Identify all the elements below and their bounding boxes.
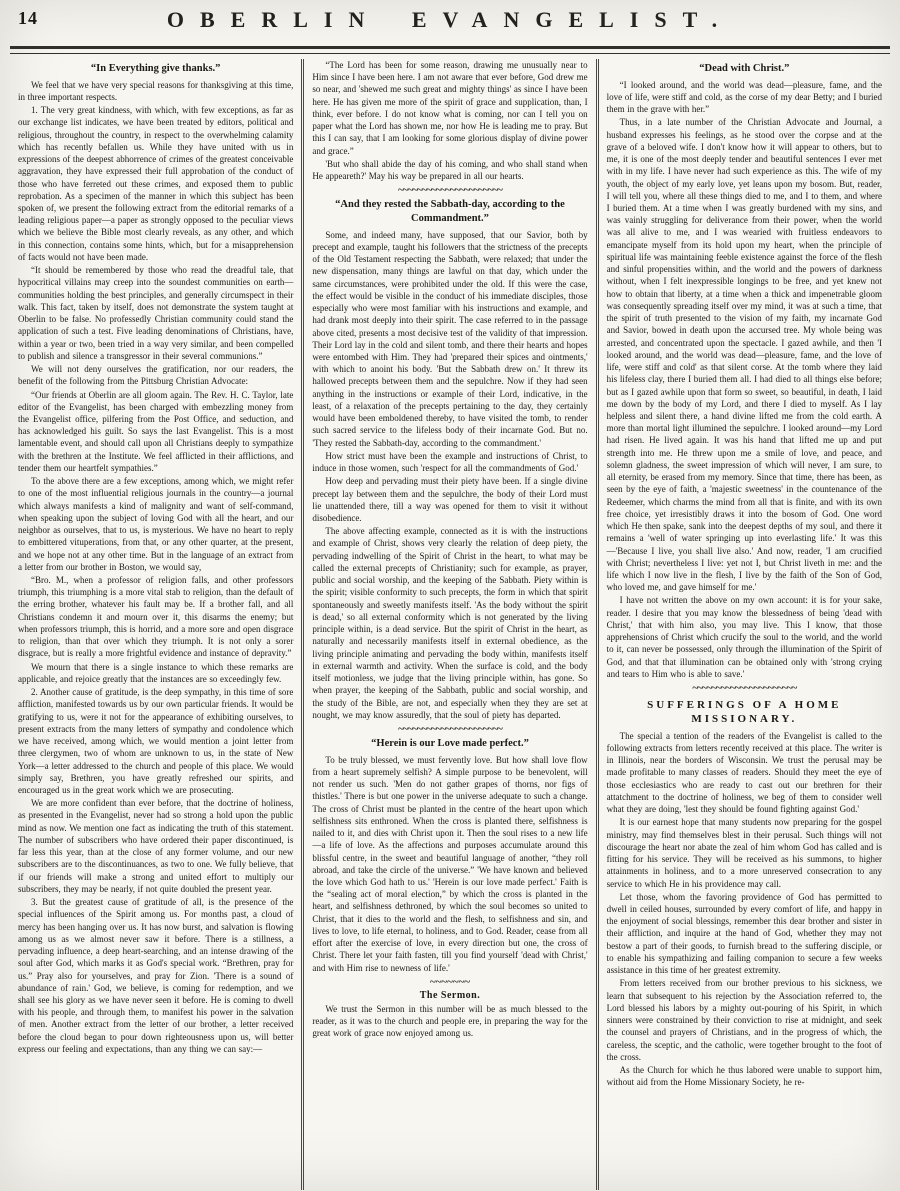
squiggle-divider: ~~~~~~~~~~~~~~~~~~~~~~ (398, 725, 502, 734)
page-number: 14 (18, 8, 38, 28)
masthead-title: OBERLIN EVANGELIST. (166, 7, 734, 32)
paragraph: “It should be remembered by those who read the dreadful tale, that hypocritical villains may creep into the soundest communities on earth—communities holding the best principles, and generally circumspect in their walk. This fact, taken by itself, does not demonstrate the system taught at Oberlin to be false. No professedly Christian community could stand the application of such a test. Five leading denominations of Christians, have, within a year or two, been tried in a way very similar, and been compelled to publish and silence a transgressor in their several communions.” (18, 265, 294, 361)
squiggle-divider: ~~~~~~~~~~~~~~~~~~~~~~ (692, 684, 797, 694)
paragraph: 3. But the greatest cause of gratitude of all, is the presence of the special influences of the Spirit among us. For months past, a cloud of mercy has been hanging over us. It has now burst, and salvation is flowing among us as we almost never saw it before. There is a stillness, a pervading influence, a deep heart-searching, and an intense drawing of the soul after God, which marks it as God's special work. “Brethren, pray for us.” Pray also for yourselves, and pray for Zion. 'There is a sound of abundance of rain.' God, we believe, is coming for redemption, and we shall see his glory as we have never seen it before. He is coming to dwell with his people, and through them, to manifest his power in the salvation of men. Another extract from the letter of our brother, a letter received before the cloud began to pour down righteousness upon us, will better express our feeling and expectations, than any thing we can say:— (18, 897, 294, 1054)
paragraph: 2. Another cause of gratitude, is the deep sympathy, in this time of sore affliction, manifested towards us by our own particular friends. It would be gratifying to us, were it not for the appearance of exhibiting ourselves, to present extracts from the many letters of sympathy and condolence which we have received, among which, we would mention a joint letter from three clergymen, two of whom are unknown to us, in the state of New York—a letter addressed to the church and people of this place. We would simply say, Brethren, you have greatly refreshed our spirits, and encouraged us in the great work which we are prosecuting. (18, 687, 294, 795)
heading-the-sermon: The Sermon. (419, 989, 481, 1001)
paragraph: From letters received from our brother previous to his sickness, we learn that subsequent to his rejection by the Association referred to, the Lord blessed his labors by a mighty out-pouring of his Spirit, in which sinners were constrained by their conviction to rise at midnight, and seek the counsel and prayers of Christians, and in the progress of which, the careless, the sceptic, and the catholic, were together brought to the foot of the cross. (606, 978, 882, 1062)
paragraph: “Bro. M., when a professor of religion falls, and other professors triumph, this triumphing is a more vital stab to religion, than the default of the erring brother, whatever his fault may be. If a brother fall, and all Christians condemn it and mourn over it, this disarms the enemy; but when professors triumph, this is horrid, and a more sore and open disgrace to religion, than that over which they triumph. It is not only a sorer disgrace, but is really a more frightful evidence and instance of depravity.” (18, 575, 294, 659)
paragraph: How deep and pervading must their piety have been. If a single divine precept lay between them and the sepulchre, the body of their Lord must lie unattended there, till a way was opened for them to visit it without disobedience. (312, 476, 588, 524)
paragraph: We are more confident than ever before, that the doctrine of holiness, as presented in the Evangelist, never had so strong a hold upon the public mind as now. We mention one fact as indicating the truth of this statement. The number of subscribers who have ordered their paper discontinued, is far less this year, than at the close of any former volume, and our new subscribers are to the discontinuances, as two to one. We fully believe, that if our friends will make a strong and united effort to multiply our subscribers, they may be nearly, if not quite doubled the present year. (18, 798, 294, 894)
paragraph: “Our friends at Oberlin are all gloom again. The Rev. H. C. Taylor, late editor of the Evangelist, has been charged with embezzling money from the Evangelist office, pilfering from the Post Office, and seduction, and has acknowledged his guilt. So says the last Evangelist. This is a most lamentable event, and should call upon all Christians deeply to sympathize with the brethren at the Institute. We feel afflicted in their afflictions, and tender them our heartfelt sympathies.” (18, 389, 294, 473)
heading-sufferings-home-missionary: SUFFERINGS OF A HOME MISSIONARY. (647, 699, 842, 726)
heading-dead-with-christ: “Dead with Christ.” (699, 63, 790, 74)
paragraph: Some, and indeed many, have supposed, that our Savior, both by precept and example, taught his followers that the strictness of the precepts of the Old Testament respecting the Sabbath, were relaxed; that under the new dispensation, many things are lawful on that day, which under the same circumstances, were prohibited under the old. If this were the case, the effect would be visible in the conduct of his immediate disciples, those especially who were most familiar with his instructions and example, and had drank most deeply into their spirit. The case referred to in the passage above cited, presents a most decisive test of the validity of that impression. Their Lord lay in the cold and silent tomb, and there their hearts and hopes were entombed with Him. They had 'prepared their spices and ointments,' with which to anoint his body. 'But the Sabbath drew on.' It threw its hallowed precepts between them and the sepulchre. Now if they had seen anything in the instructions or example of their Lord, indicative, in the least, of a relaxation of the precepts pertaining to the day, they certainly would have been emboldened thereby, to have visited the tomb, to render such sacred service to the lifeless body of their incarnate God. But no. 'They rested the Sabbath-day, according to the commandment.' (312, 229, 588, 448)
paragraph: As the Church for which he thus labored were unable to support him, without aid from the Home Missionary Society, he re- (606, 1065, 882, 1088)
paragraph: We trust the Sermon in this number will be as much blessed to the reader, as it was to the church and people ere, in preparing the way for the great work of grace now enjoyed among us. (312, 1003, 588, 1039)
page-header (0, 0, 900, 43)
heading-herein-is-our-love: “Herein is our Love made perfect.” (371, 738, 529, 749)
column-2 (301, 59, 595, 1190)
paragraph: We will not deny ourselves the gratification, nor our readers, the benefit of the following from the Pittsburg Christian Advocate: (18, 364, 294, 387)
column-1 (10, 59, 301, 1190)
paragraph: We feel that we have very special reasons for thanksgiving at this time, in three important respects. (18, 79, 294, 102)
columns-container (0, 54, 900, 1190)
paragraph: It is our earnest hope that many students now preparing for the gospel ministry, may find themselves blest in their perusal. Such things will not discourage the heart nor abate the zeal of him whom God has called and is fitting for his service. They will be received as his summons, to higher attainments in holiness, and to a more unreserved consecration to any service to which He in his providence may call. (606, 817, 882, 889)
paragraph: Thus, in a late number of the Christian Advocate and Journal, a husband expresses his feelings, as he stood over the corpse and at the grave of a beloved wife. I don't know how it will appear to others, but to me, it is one of the most deeply tender and beautiful sentences I ever met with in my life. I have never had such experience as this. The wife of my youth, the object of my early love, yet leans upon my bosom. But, reader, I will tell you, where all these things died to me, and I to them, and where I buried them. At a time when I was greatly burdened with my sins, and was vainly struggling for deliverance from their power, when the world was all alive to me, and I was wearied with fruitless endeavors to emancipate myself from its hold upon my heart, when the principle of spiritual life was maintaining feeble existence against the force of the flesh and sinful propensities within, and the world and the powers of darkness without, when I felt inexpressible longings to be free, and yet knew not how to obtain that liberty, at a time when a thick and impenetrable gloom was consequently spreading itself over my mind, it was at such a time, that the spirit of truth presented to the vision of my faith, my incarnate God and Savior, bowed in death upon the accursed tree. My whole being was arrested, and concentrated upon the spectacle. I gazed awhile, and then 'I looked around, and the world was dead—pleasure, fame, and the love of life, were stiff and cold' as that silent corse. At the tomb where they laid his lifeless clay, there I buried them all. I had died to all things else before; but as I gazed awhile upon that form so sweet, so beautiful, in death, I laid me down by the body of my Lord, and there I died to myself. As I lay helpless and silent there, a hand divine lifted me from the cold earth. A more than mortal light illumined the sepulchre. I looked around—my Lord had risen. He lived again. It was his hand that lifted me up and put strength into me. He threw upon me a smile of love, and peace, and solemn gladness, the sweet impression of which will never, I am sure, to all eternity, be erased from my memory. Since that time, there has been, as seen by the eye of faith, a 'majestic sweetness' in the countenance of the Redeemer, which charms the mind from all that is finite, and with its own free choice, yet irresistibly draws it into the bosom of God. One word which He then spake, sank into the deepest depths of my soul, and there it remains a 'well of water springing up into everlasting life.' It was this—'Because I live, you shall live also.' And now, reader, 'I am crucified with Christ; nevertheless I live: yet not I, but Christ liveth in me: and the life which I now live in the flesh, I live by the faith of the Son of God, who loved me, and gave himself for me.' (606, 117, 882, 593)
paragraph: 1. The very great kindness, with which, with few exceptions, as far as our exchange list indicates, we have been treated by editors, political and religious, throughout the country, in respect to the overwhelming calamity which has recently befallen us. While they have united with us in expressions of the deepest abhorrence of crimes of the greatest conceivable aggravation, they have expressed their full approbation of the conduct of those who have ferreted out these crimes, and exposed them to public reprobation. As a specimen of the manner in which this subject has been spoken of, we present the following extract from the editorial remarks of a leading religious paper—a paper as strongly opposed to the peculiar views which we believe the Bible most clearly reveals, as any other, and which in this connection, contains some hints, which, but for a misapprehension of facts would not have been made. (18, 105, 294, 262)
squiggle-divider: ~~~~~~~ (429, 977, 471, 987)
paragraph: To the above there are a few exceptions, among which, we might refer to one of the most influential religious journals in the country—a journal which always manifests a kind of malignity and want of self-command, when speaking upon the subject of loving God with all the heart, and our neighbor as ourselves, that to us, is mysterious. We have no heart to reply to embittered vituperations, from that, or any other quarter, at the present, and we hope not at any other time. But in the language of an extract from a letter from our brother in Boston, we would say, (18, 476, 294, 572)
paragraph: Let those, whom the favoring providence of God has permitted to dwell in ceiled houses, surrounded by every comfort of life, and happy in the enjoyment of social blessings, remember this dear brother and sister in their affliction, and inquire at the hand of God, whether they may not bestow a part of their goods, to furnish bread to the suffering disciple, or to enable his sympathizing and failing companion to secure a few weeks assistance in this time of her greatest extremity. (606, 891, 882, 976)
paragraph: The special a tention of the readers of the Evangelist is called to the following extracts from letters recently received at this place. The writer is in Illinois, near the borders of Wisconsin. We trust the perusal may be made profitable to many classes of readers. Should they meet the eye of those ecclesiastics who are ready to cast out our brethren for their attatchment to the doctrine of holiness, we beg of them to consider well what they are doing, 'lest they should be found fighting against God.' (606, 730, 882, 815)
paragraph: “The Lord has been for some reason, drawing me unusually near to Him since I have been here. I am not aware that ever before, God drew me so near, and 'shewed me such great and mighty things' as since I have been here. He has given me more of the spirit of grace and supplication, than, I think, ever before. I do not know what is coming, nor can I tell you on paper what the Lord has shown me, nor how He is leading me to pray. But this I can say, that I am looking for some glorious display of divine power and grace.” (312, 60, 588, 156)
paragraph: We mourn that there is a single instance to which these remarks are applicable, and rejoice greatly that the instances are so exceedingly few. (18, 661, 294, 684)
paragraph: To be truly blessed, we must fervently love. But how shall love flow from a heart supremely selfish? A simple purpose to be benevolent, will not render us such. 'Men do not gather grapes of thorns, nor figs of thistles.' There is but one power in the universe adequate to such a change. The cross of Christ must be planted in the centre of the heart upon which selfishness sits enthroned. When the cross is planted there, selfishness is nailed to it, and dies with Christ upon it. Then the soul rises to a new life—a life of love. As the affections and purposes accumulate around this blissful centre, in the sweet and beautiful language of another, “they roll abroad, and take the circle of the universe.” 'We have known and believed the love which God hath to us.' 'Herein is our love made perfect.' Faith is the “sealing act of moral election,” by which the cross is planted in the heart, and selfishness dethroned, by which the soul becomes so united to Christ, that it dies to the world and the flesh, to selfishness and sin, and lives to love, to life eternal, to holiness, and to God. Reader, cease from all effort after the exercise of love, in every direction but one, the cross of Christ. There let your faith fasten, till you find yourself 'dead with Christ,' and with Him rise to newness of life.' (312, 754, 588, 973)
paragraph: The above affecting example, connected as it is with the instructions and example of Christ, shows very clearly the relation of deep piety, the pervading indwelling of the Spirit of Christ in the heart, to what may be called the external precepts of Christianity; such for example, as prayer, public and social worship, and the keeping of the Sabbath. Piety within is the spirit; visible conformity to such precepts, the form in which that spirit spontaneously and sweetly manifests itself. 'As the body without the spirit is dead,' so all external conformity which is not generated by the living principle within, is a dead service. But the spirit of Christ in the heart, as naturally and necessarily manifests itself in external obedience, as the living principle animating and pervading the body within, manifests itself in external warmth and activity. When the surface is cold, and the body itself motionless, we judge that the living principle within, has gone. So when prayer, the keeping of the Sabbath, public and social worship, and the study of the Bible, are not, and especially when they they are set at nought, we may know assuredly, that the soul of piety has departed. (312, 526, 588, 720)
heading-sabbath-commandment: “And they rested the Sabbath-day, according to the Commandment.” (335, 199, 565, 224)
column-3 (596, 59, 890, 1190)
paragraph: 'But who shall abide the day of his coming, and who shall stand when He appeareth?' May his way be prepared in all our hearts. (312, 158, 588, 182)
masthead-rule (10, 46, 890, 54)
squiggle-divider: ~~~~~~~~~~~~~~~~~~~~~~ (398, 186, 502, 196)
paragraph: How strict must have been the example and instructions of Christ, to induce in those women, such 'respect for all the commandments of God.' (312, 450, 588, 474)
paragraph: I have not written the above on my own account: it is for your sake, reader. I desire that you may know the blessedness of being 'dead with Christ,' that with him also, you may live. This I know, that those apprehensions of Christ which crucify the soul to the world, and the world to it, can never be possessed, only through the illumination of the Spirit of God, and that that illumination can be obtained only with 'strong crying and tears to Him who is able to save.' (606, 595, 882, 679)
heading-in-everything-give-thanks: “In Everything give thanks.” (90, 63, 221, 74)
paragraph: “I looked around, and the world was dead—pleasure, fame, and the love of life, were stiff and cold, as the corse of my dear Betty; and I buried them in the grave with her.” (606, 79, 882, 115)
